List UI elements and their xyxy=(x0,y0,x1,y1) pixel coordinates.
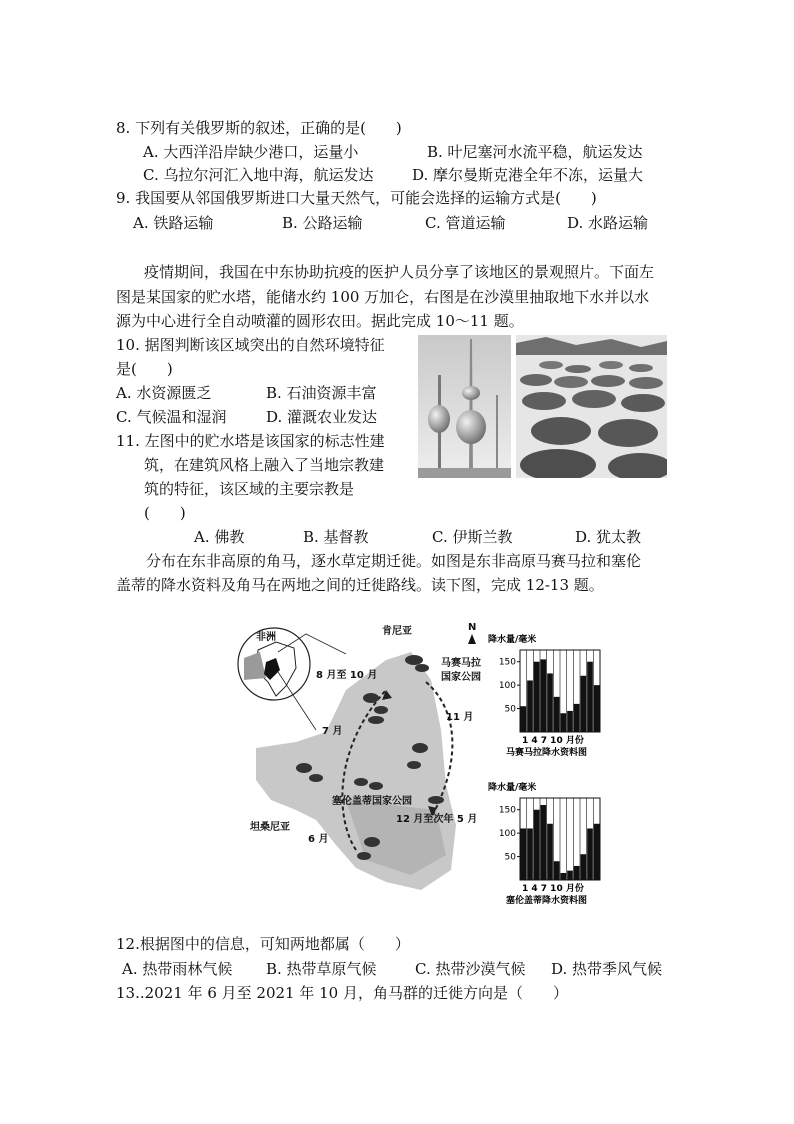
north-label: N xyxy=(468,622,477,633)
q11-option-a: A. 佛教 xyxy=(194,528,245,546)
passage1-line2: 图是某国家的贮水塔，能储水约 100 万加仑，右图是在沙漠里抽取地下水并以水 xyxy=(116,288,650,306)
masai-mara-precip-chart xyxy=(486,632,606,762)
q12-option-a: A. 热带雨林气候 xyxy=(122,960,233,978)
x-tick-labels: 1 4 7 10 月份 xyxy=(522,884,584,894)
q11-stem-line2: 筑，在建筑风格上融入了当地宗教建 xyxy=(144,456,385,474)
circular-fields-photo xyxy=(516,335,667,478)
passage1-line1: 疫情期间，我国在中东协助抗疫的医护人员分享了该地区的景观照片。下面左 xyxy=(144,263,655,281)
precip-bar-5 xyxy=(547,824,553,880)
q11-option-d: D. 犹太教 xyxy=(575,528,642,546)
q8-stem: 8. 下列有关俄罗斯的叙述，正确的是( ) xyxy=(116,119,402,137)
precip-bar-4 xyxy=(541,659,547,732)
migration-map xyxy=(236,620,486,910)
precip-bar-10 xyxy=(581,854,587,880)
q11-option-c: C. 伊斯兰教 xyxy=(432,528,513,546)
precip-bar-10 xyxy=(581,676,587,732)
q8-option-d: D. 摩尔曼斯克港全年不冻，运量大 xyxy=(412,166,644,184)
q12-option-d: D. 热带季风气候 xyxy=(551,960,663,978)
precip-bar-11 xyxy=(587,828,593,880)
precip-bar-1 xyxy=(521,706,527,732)
q10-stem-line1: 10. 据图判断该区域突出的自然环境特征 xyxy=(116,336,385,354)
q11-stem-line4: ( ) xyxy=(144,504,186,522)
month-aug-oct: 8 月至 10 月 xyxy=(316,670,378,681)
precip-bar-4 xyxy=(541,805,547,880)
north-arrow-icon xyxy=(468,634,476,644)
precip-bar-9 xyxy=(574,704,580,732)
precip-bar-5 xyxy=(547,673,553,732)
chart-title: 马赛马拉降水资料图 xyxy=(506,748,588,758)
q13-stem: 13..2021 年 6 月至 2021 年 10 月，角马群的迁徙方向是（ ） xyxy=(116,984,568,1002)
passage2-line2: 盖蒂的降水资料及角马在两地之间的迁徙路线。读下图，完成 12-13 题。 xyxy=(116,576,604,594)
y-tick-label: 50 xyxy=(504,852,516,863)
y-tick-label: 100 xyxy=(498,681,516,692)
serengeti-label: 塞伦盖蒂国家公园 xyxy=(332,796,412,807)
q10-option-d: D. 灌溉农业发达 xyxy=(266,408,378,426)
passage2-line1: 分布在东非高原的角马，逐水草定期迁徙。如图是东非高原马赛马拉和塞伦 xyxy=(146,552,642,570)
month-nov: 11 月 xyxy=(446,712,474,723)
q12-option-c: C. 热带沙漠气候 xyxy=(415,960,526,978)
precip-bar-6 xyxy=(554,697,560,732)
chart-title: 塞伦盖蒂降水资料图 xyxy=(506,896,588,906)
month-dec-may: 12 月至次年 5 月 xyxy=(396,814,478,825)
precip-bar-7 xyxy=(561,713,567,732)
tanzania-label: 坦桑尼亚 xyxy=(250,822,290,833)
q10-option-c: C. 气候温和湿润 xyxy=(116,408,227,426)
precip-bar-9 xyxy=(574,866,580,880)
q8-option-a: A. 大西洋沿岸缺少港口，运量小 xyxy=(143,143,359,161)
precip-bar-12 xyxy=(594,685,600,732)
precip-bar-1 xyxy=(521,828,527,880)
precip-bar-3 xyxy=(534,662,540,732)
water-tower-photo xyxy=(418,335,511,478)
precip-bar-8 xyxy=(567,871,573,880)
precip-bar-2 xyxy=(527,828,533,880)
y-tick-label: 100 xyxy=(498,829,516,840)
q9-option-d: D. 水路运输 xyxy=(567,214,649,232)
month-jun: 6 月 xyxy=(308,834,329,845)
precip-bar-2 xyxy=(527,680,533,732)
y-tick-label: 150 xyxy=(498,657,516,668)
serengeti-precip-chart xyxy=(486,780,606,910)
q11-option-b: B. 基督教 xyxy=(303,528,369,546)
q11-stem-line3: 筑的特征，该区域的主要宗教是 xyxy=(144,480,355,498)
q9-option-a: A. 铁路运输 xyxy=(133,214,214,232)
q10-stem-line2: 是( ) xyxy=(116,360,173,378)
precip-bar-12 xyxy=(594,824,600,880)
q12-stem: 12.根据图中的信息，可知两地都属（ ） xyxy=(116,935,410,953)
precip-bar-3 xyxy=(534,810,540,880)
y-tick-label: 50 xyxy=(504,704,516,715)
precip-bar-8 xyxy=(567,711,573,732)
q10-option-a: A. 水资源匮乏 xyxy=(116,384,212,402)
q9-stem: 9. 我国要从邻国俄罗斯进口大量天然气，可能会选择的运输方式是( ) xyxy=(116,189,597,207)
precip-bar-7 xyxy=(561,873,567,880)
q8-option-c: C. 乌拉尔河汇入地中海，航运发达 xyxy=(143,166,374,184)
y-axis-label: 降水量/毫米 xyxy=(488,783,537,793)
x-tick-labels: 1 4 7 10 月份 xyxy=(522,736,584,746)
precip-bar-6 xyxy=(554,861,560,880)
q9-option-b: B. 公路运输 xyxy=(282,214,363,232)
passage1-line3: 源为中心进行全自动喷灌的圆形农田。据此完成 10～11 题。 xyxy=(116,312,524,330)
y-tick-label: 150 xyxy=(498,805,516,816)
y-axis-label: 降水量/毫米 xyxy=(488,635,537,645)
q11-stem-line1: 11. 左图中的贮水塔是该国家的标志性建 xyxy=(116,432,385,450)
masai-mara-label-1: 马赛马拉 xyxy=(441,658,481,669)
q12-option-b: B. 热带草原气候 xyxy=(266,960,377,978)
q8-option-b: B. 叶尼塞河水流平稳，航运发达 xyxy=(427,143,643,161)
kenya-label: 肯尼亚 xyxy=(382,626,412,637)
masai-mara-label-2: 国家公园 xyxy=(441,672,481,683)
inset-label: 非洲 xyxy=(256,632,276,643)
month-jul: 7 月 xyxy=(322,726,343,737)
q9-option-c: C. 管道运输 xyxy=(425,214,506,232)
precip-bar-11 xyxy=(587,662,593,732)
q10-option-b: B. 石油资源丰富 xyxy=(266,384,377,402)
